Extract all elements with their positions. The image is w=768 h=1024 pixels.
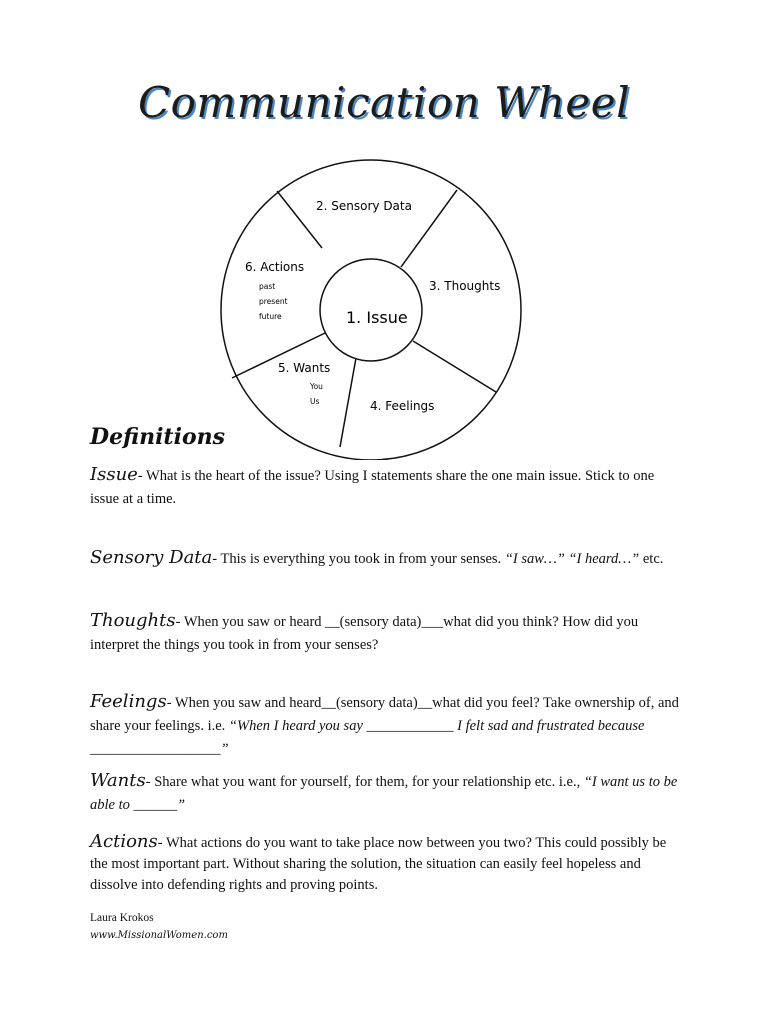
wheel-label-actions: 6. Actions <box>245 260 305 274</box>
term-thoughts: Thoughts <box>90 610 176 631</box>
divider-feelings-wants <box>340 358 356 447</box>
term-actions: Actions <box>90 831 158 852</box>
definition-feelings-pre: - When you saw and heard <box>166 695 322 711</box>
definition-wants <box>90 769 680 817</box>
definition-feelings-blank: __(sensory data)__ <box>321 695 433 711</box>
communication-wheel-diagram <box>0 0 768 460</box>
definitions-heading: Definitions <box>90 424 225 450</box>
wheel-sublabel-you: You <box>310 382 323 391</box>
wheel-label-issue: 1. Issue <box>346 308 408 327</box>
term-wants: Wants <box>90 770 146 791</box>
wheel-sublabel-us: Us <box>310 397 320 406</box>
wheel-label-wants: 5. Wants <box>278 361 331 375</box>
wheel-sublabel-future: future <box>259 312 282 321</box>
definition-thoughts-pre: - When you saw or heard <box>175 614 326 630</box>
definition-actions <box>90 831 680 896</box>
term-sensory-data: Sensory Data <box>90 547 213 568</box>
definition-thoughts <box>90 609 680 657</box>
definition-wants-quote: “I want us to be able to ______” <box>90 774 678 813</box>
definition-sensory-after: etc. <box>639 551 664 567</box>
definition-thoughts-post: what did you think? How did you interpret the things you took in from your senses? <box>90 614 639 653</box>
definition-feelings-post: what did you feel? Take ownership of, and share your feelings. i.e. <box>90 695 679 734</box>
term-issue: Issue <box>90 464 138 485</box>
definition-sensory-quote: “I saw…” “I heard…” <box>504 551 640 567</box>
definition-wants-pre: - Share what you want for yourself, for them, for your relationship etc. i.e., <box>145 774 584 790</box>
definition-issue-text: - What is the heart of the issue? Using I statements share the one main issue. Stick to one issue at a time. <box>90 468 655 507</box>
definition-actions-text: - What actions do you want to take place now between you two? This could possibly be the most important part. Without sharing the solution, the situation can easily feel hopeless and dissolve into defending rights and proving points. <box>90 835 667 893</box>
definition-feelings-quote: “When I heard you say ____________ I felt sad and frustrated because __________________” <box>90 718 645 757</box>
divider-thoughts-feelings <box>413 341 496 392</box>
definition-issue <box>90 463 680 511</box>
footer-url[interactable]: www.MissionalWomen.com <box>90 930 228 941</box>
term-feelings: Feelings <box>90 691 167 712</box>
definition-sensory-text: - This is everything you took in from your senses. <box>212 551 505 567</box>
page-title: Communication Wheel <box>137 78 631 127</box>
definition-feelings <box>90 690 680 761</box>
wheel-sublabel-past: past <box>259 282 276 291</box>
footer-author: Laura Krokos <box>90 912 154 924</box>
wheel-label-thoughts: 3. Thoughts <box>429 279 501 293</box>
wheel-label-feelings: 4. Feelings <box>370 399 435 413</box>
wheel-label-sensory-data: 2. Sensory Data <box>316 199 412 213</box>
definition-sensory-data <box>90 546 680 571</box>
definition-thoughts-blank: __(sensory data)___ <box>325 614 444 630</box>
wheel-sublabel-present: present <box>259 297 288 306</box>
